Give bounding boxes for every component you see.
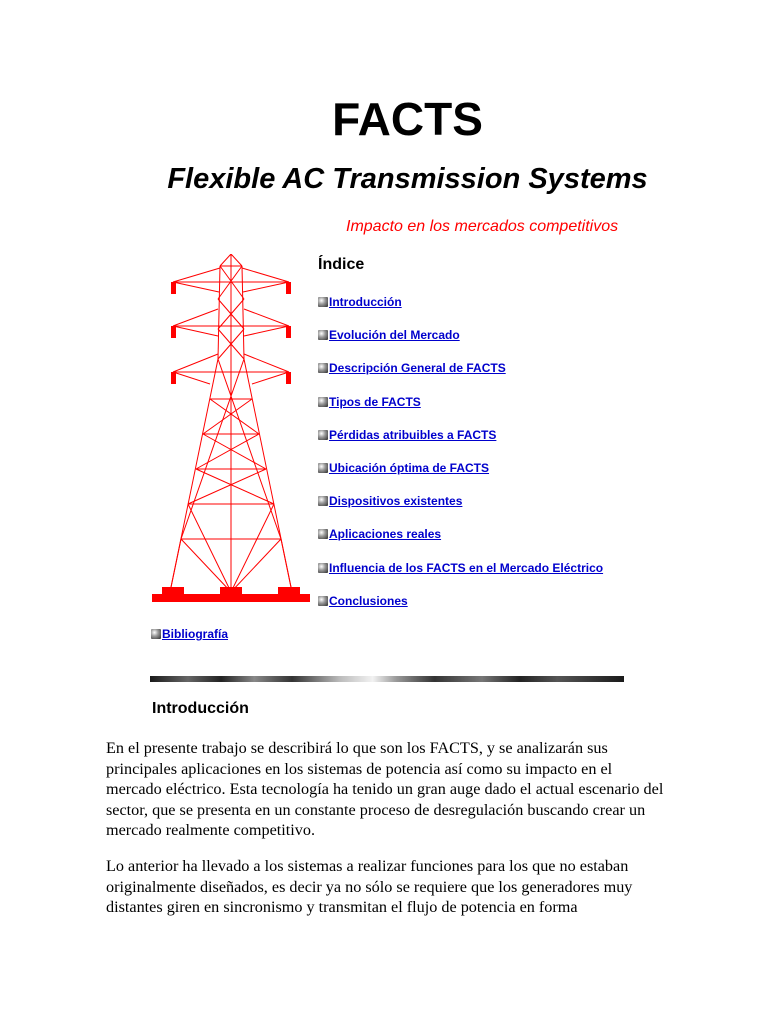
tagline: Impacto en los mercados competitivos	[346, 218, 619, 235]
section-divider	[150, 676, 624, 682]
bullet-icon	[318, 397, 328, 407]
bullet-icon	[318, 430, 328, 440]
toc-link-perdidas[interactable]: Pérdidas atribuibles a FACTS	[329, 427, 497, 442]
toc-item	[318, 295, 603, 328]
bullet-icon	[318, 563, 328, 573]
toc-link-tipos[interactable]: Tipos de FACTS	[329, 394, 421, 409]
toc-link-ubicacion[interactable]: Ubicación óptima de FACTS	[329, 460, 490, 475]
toc-link-introduccion[interactable]: Introducción	[329, 295, 402, 309]
toc-item	[318, 494, 603, 527]
toc-item	[318, 461, 603, 494]
toc-item	[318, 561, 603, 594]
transmission-tower-illustration	[148, 254, 314, 606]
intro-paragraph-1: En el presente trabajo se describirá lo que son los FACTS, y se analizarán sus principales aplicaciones en los sistemas de potencia así como su impacto en el mercado eléctrico. Esta tecnología ha tenido un gran auge dado el actual escenario del sector, que se presenta en un constante proceso de desregulación buscando crear un mercado realmente competitivo.	[106, 739, 664, 839]
toc-link-bibliografia[interactable]: Bibliografía	[162, 627, 229, 641]
section-heading-introduccion: Introducción	[152, 700, 249, 717]
bibliography-item	[151, 627, 228, 641]
bullet-icon	[318, 529, 328, 539]
toc-item	[318, 361, 603, 394]
table-of-contents	[318, 295, 603, 627]
bullet-icon	[151, 629, 161, 639]
toc-link-descripcion[interactable]: Descripción General de FACTS	[329, 361, 506, 376]
toc-item	[318, 527, 603, 560]
bullet-icon	[318, 297, 328, 307]
toc-link-dispositivos[interactable]: Dispositivos existentes	[329, 494, 463, 509]
intro-paragraph-2: Lo anterior ha llevado a los sistemas a realizar funciones para los que no estaban originalmente diseñados, es decir ya no sólo se requiere que los generadores muy distantes giren en sincronismo y transmitan el flujo de potencia en forma	[106, 857, 633, 916]
toc-item	[318, 428, 603, 461]
toc-link-conclusiones[interactable]: Conclusiones	[329, 593, 408, 608]
toc-item	[318, 395, 603, 428]
toc-item	[318, 328, 603, 361]
toc-link-evolucion[interactable]: Evolución del Mercado	[329, 328, 460, 343]
page-title: FACTS	[332, 93, 483, 145]
toc-item	[318, 594, 603, 627]
bullet-icon	[318, 463, 328, 473]
page-subtitle: Flexible AC Transmission Systems	[167, 163, 648, 195]
bullet-icon	[318, 496, 328, 506]
index-heading: Índice	[318, 256, 365, 273]
bullet-icon	[318, 596, 328, 606]
bullet-icon	[318, 363, 328, 373]
toc-link-aplicaciones[interactable]: Aplicaciones reales	[329, 527, 442, 542]
toc-link-influencia[interactable]: Influencia de los FACTS en el Mercado Eléctrico	[329, 560, 604, 575]
bullet-icon	[318, 330, 328, 340]
